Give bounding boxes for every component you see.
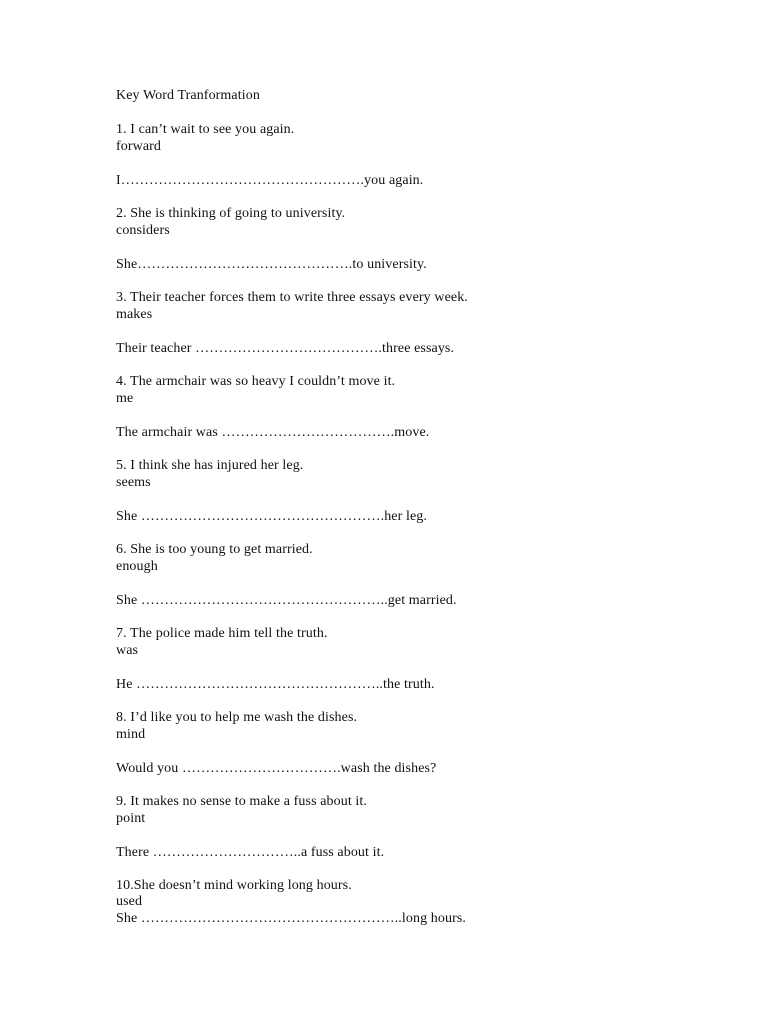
item-7-keyword: was bbox=[116, 643, 139, 658]
item-10-prompt: 10.She doesn’t mind working long hours. bbox=[116, 878, 352, 893]
item-3-keyword: makes bbox=[116, 307, 153, 322]
item-4-prompt: 4. The armchair was so heavy I couldn’t move it. bbox=[116, 374, 396, 389]
item-6-answer: She ……………………………………………..get married. bbox=[116, 593, 457, 608]
item-4-answer: The armchair was ……………………………….move. bbox=[116, 425, 430, 440]
item-7-prompt: 7. The police made him tell the truth. bbox=[116, 626, 328, 641]
item-1-keyword: forward bbox=[116, 139, 162, 154]
item-9-prompt: 9. It makes no sense to make a fuss about it. bbox=[116, 794, 368, 809]
item-2-keyword: considers bbox=[116, 223, 170, 238]
item-2-prompt: 2. She is thinking of going to university. bbox=[116, 206, 346, 221]
item-1-prompt: 1. I can’t wait to see you again. bbox=[116, 122, 295, 137]
item-6-prompt: 6. She is too young to get married. bbox=[116, 542, 313, 557]
item-3-answer: Their teacher ………………………………….three essays. bbox=[116, 341, 455, 356]
item-2-answer: She……………………………………….to university. bbox=[116, 257, 427, 272]
item-6-keyword: enough bbox=[116, 559, 158, 574]
item-5-prompt: 5. I think she has injured her leg. bbox=[116, 458, 304, 473]
item-8-answer: Would you …………………………….wash the dishes? bbox=[116, 761, 437, 776]
item-3-prompt: 3. Their teacher forces them to write three essays every week. bbox=[116, 290, 468, 305]
item-7-answer: He ……………………………………………..the truth. bbox=[116, 677, 435, 692]
item-4-keyword: me bbox=[116, 391, 134, 406]
item-9-keyword: point bbox=[116, 811, 146, 826]
item-5-keyword: seems bbox=[116, 475, 151, 490]
item-9-answer: There …………………………..a fuss about it. bbox=[116, 845, 385, 860]
item-5-answer: She …………………………………………….her leg. bbox=[116, 509, 427, 524]
worksheet-title: Key Word Tranformation bbox=[116, 88, 260, 103]
item-10-answer: She ………………………………………………..long hours. bbox=[116, 911, 466, 926]
item-1-answer: I…………………………………………….you again. bbox=[116, 173, 424, 188]
item-8-keyword: mind bbox=[116, 727, 146, 742]
item-8-prompt: 8. I’d like you to help me wash the dishes. bbox=[116, 710, 358, 725]
item-10-keyword: used bbox=[116, 894, 143, 909]
